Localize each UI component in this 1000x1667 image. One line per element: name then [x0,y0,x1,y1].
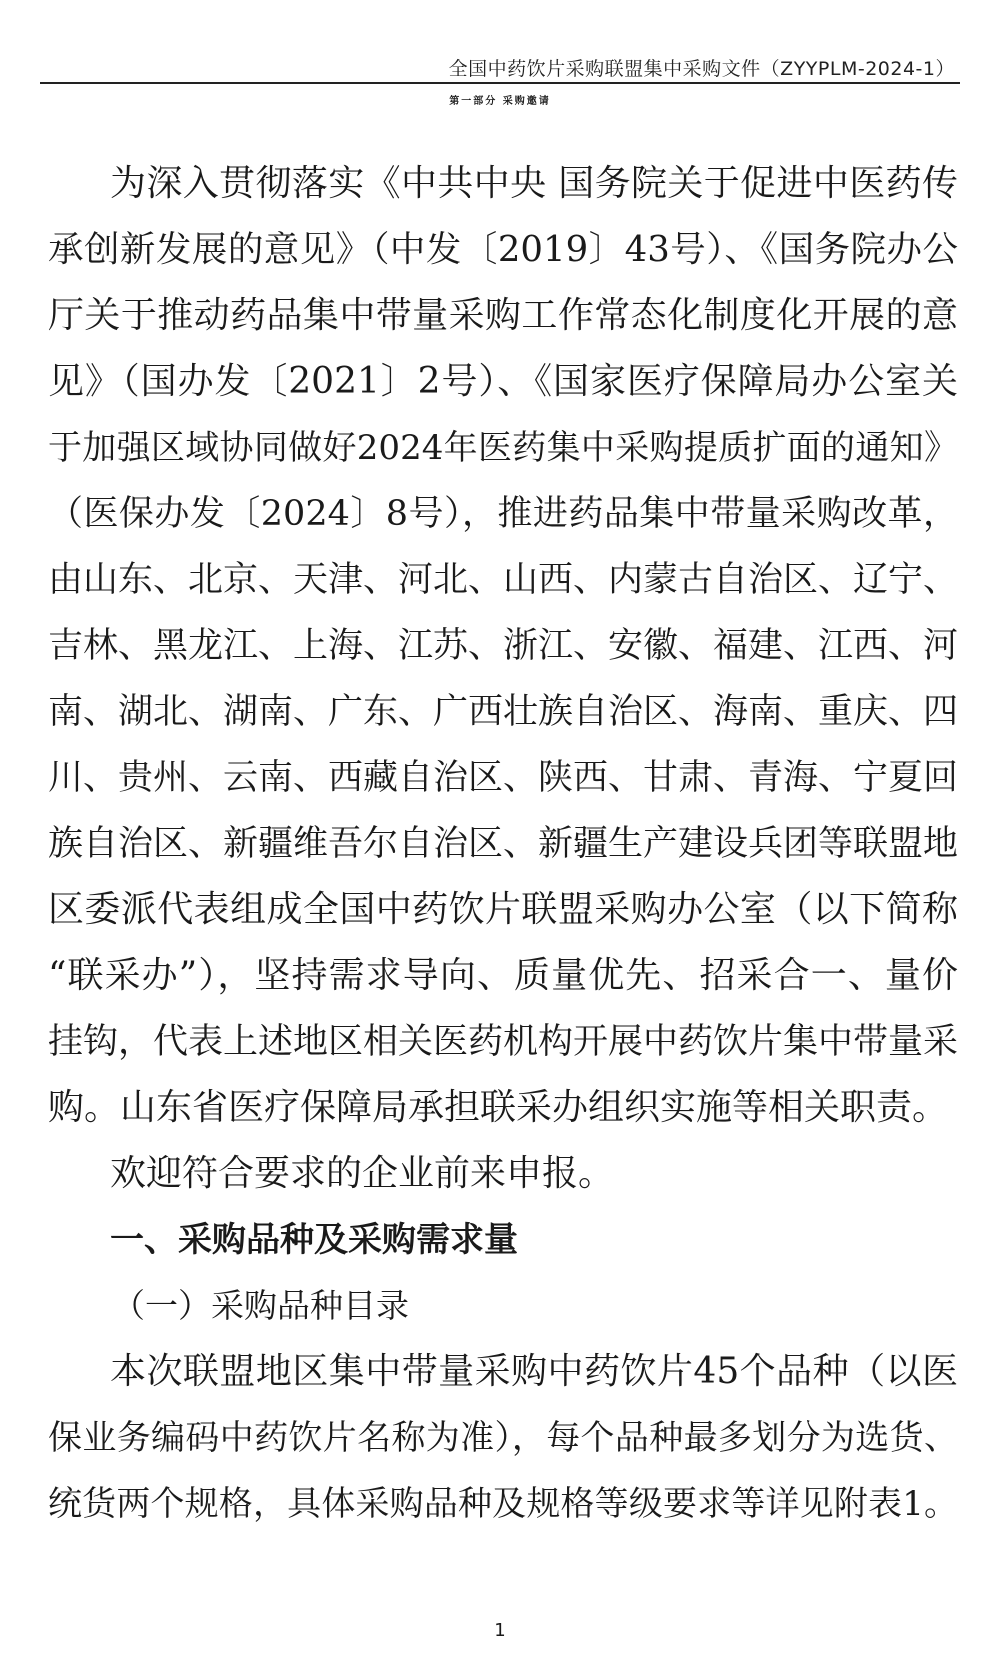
paragraph-1-line-1: 为深入贯彻落实《中共中央 国务院关于促进中医药传 [110,163,958,204]
header-divider [40,82,960,84]
paragraph-1-line-10: 川、贵州、云南、西藏自治区、陕西、甘肃、青海、宁夏回 [48,758,959,798]
page-number: 1 [494,1620,506,1641]
paragraph-1-line-7: 由山东、北京、天津、河北、山西、内蒙古自治区、辽宁、 [48,560,959,600]
page-title: 第一部分 采购邀请 [449,96,551,107]
paragraph-1-line-14: 挂钩，代表上述地区相关医药机构开展中药饮片集中带量采 [48,1022,959,1062]
paragraph-1-line-15: 购。山东省医疗保障局承担联采办组织实施等相关职责。 [48,1087,949,1128]
paragraph-1-line-12: 区委派代表组成全国中药饮片联盟采购办公室（以下简称 [48,889,958,930]
paragraph-1-line-13: “联采办”），坚持需求导向、质量优先、招采合一、量价 [48,955,958,996]
paragraph-3-line-1: 本次联盟地区集中带量采购中药饮片45个品种（以医 [110,1351,958,1392]
paragraph-1-line-4: 见》（国办发〔2021〕2号）、《国家医疗保障局办公室关 [48,361,958,402]
paragraph-1-line-11: 族自治区、新疆维吾尔自治区、新疆生产建设兵团等联盟地 [48,824,959,864]
section-1-heading: 一、采购品种及采购需求量 [110,1220,518,1260]
paragraph-2: 欢迎符合要求的企业前来申报。 [110,1153,615,1194]
paragraph-1-line-5: 于加强区域协同做好2024年医药集中采购提质扩面的通知》 [48,428,958,468]
document-header-reference: 全国中药饮片采购联盟集中采购文件（ZYYPLM-2024-1） [448,58,955,80]
paragraph-3-line-3: 统货两个规格，具体采购品种及规格等级要求等详见附表1。 [48,1484,958,1524]
paragraph-1-line-8: 吉林、黑龙江、上海、江苏、浙江、安徽、福建、江西、河 [48,626,959,666]
paragraph-1-line-2: 承创新发展的意见》（中发〔2019〕43号）、《国务院办公 [48,229,958,270]
paragraph-1-line-3: 厅关于推动药品集中带量采购工作常态化制度化开展的意 [48,295,958,336]
paragraph-1-line-9: 南、湖北、湖南、广东、广西壮族自治区、海南、重庆、四 [48,692,959,732]
paragraph-3-line-2: 保业务编码中药饮片名称为准），每个品种最多划分为选货、 [48,1418,958,1458]
subsection-1-heading: （一）采购品种目录 [112,1286,409,1325]
paragraph-1-line-6: （医保办发〔2024〕8号），推进药品集中带量采购改革， [48,494,958,534]
